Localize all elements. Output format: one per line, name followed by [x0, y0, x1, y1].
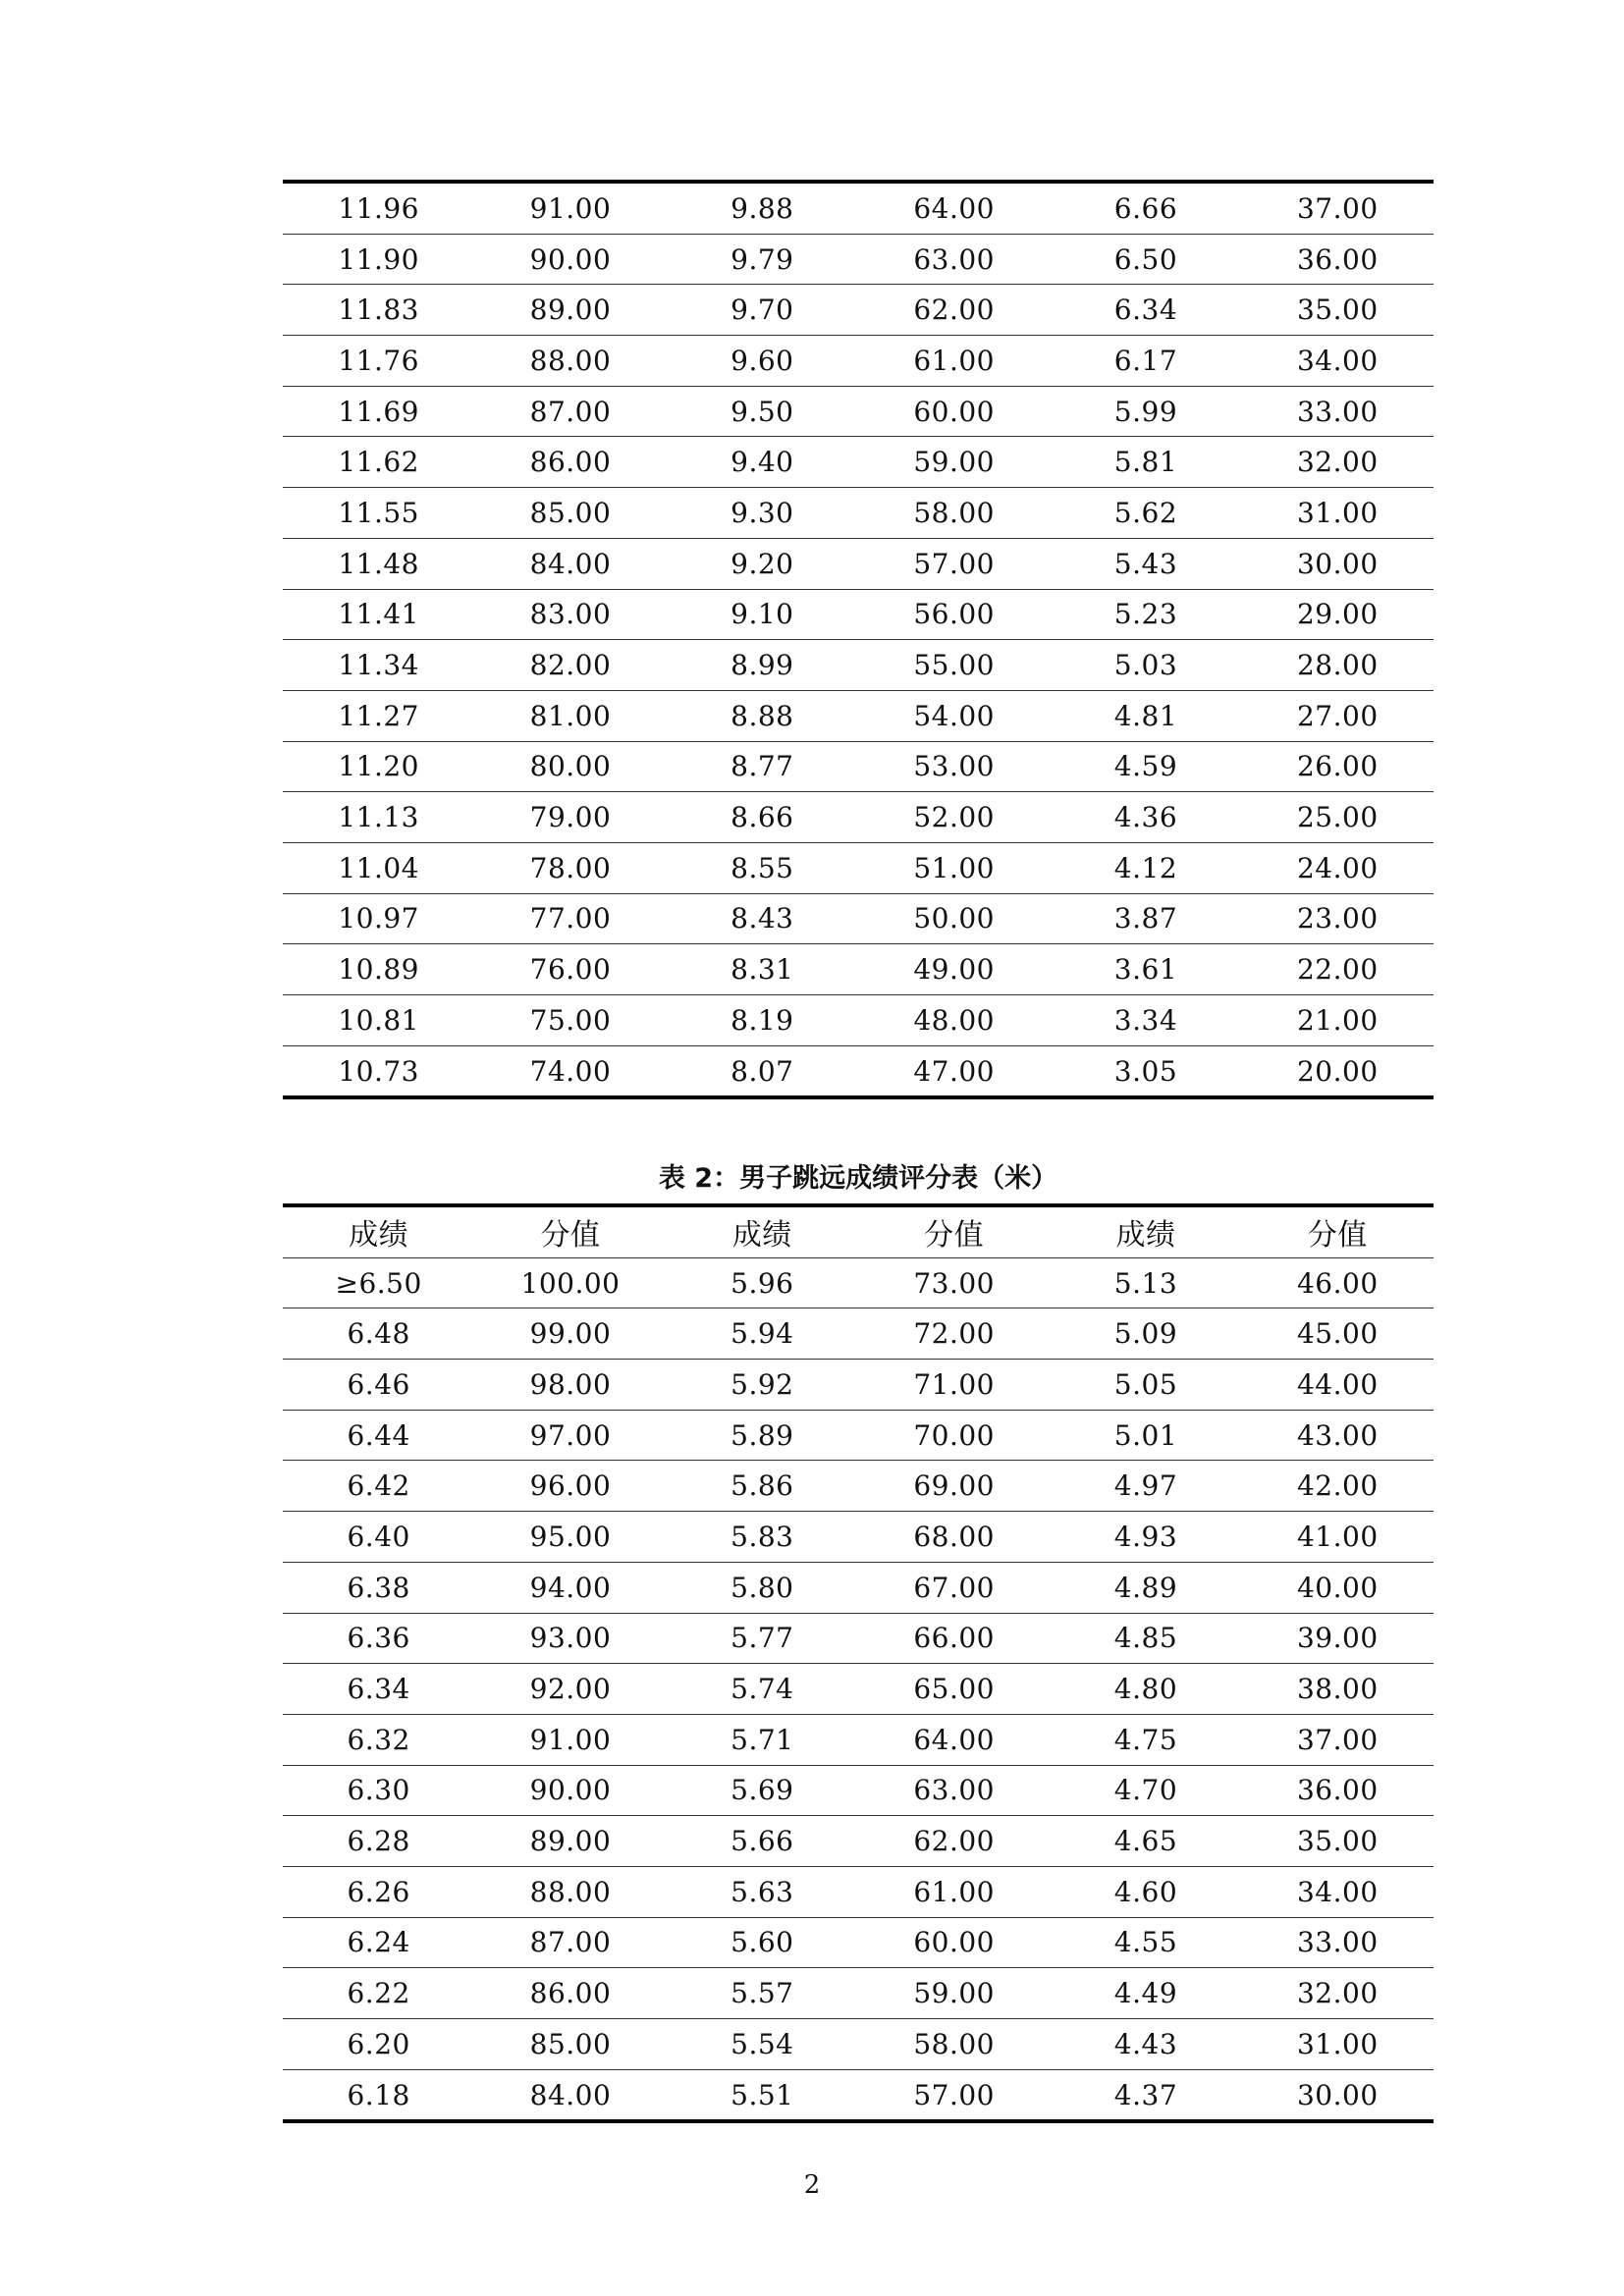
points-cell: 57.00 — [858, 2069, 1050, 2121]
score-cell: 4.59 — [1050, 741, 1241, 792]
table-row — [283, 234, 1434, 285]
score-cell: 11.13 — [283, 792, 474, 843]
score-cell: 4.89 — [1050, 1562, 1241, 1613]
points-cell: 61.00 — [858, 1866, 1050, 1917]
score-cell: 11.76 — [283, 336, 474, 387]
points-cell: 90.00 — [474, 1765, 666, 1816]
points-cell: 64.00 — [858, 182, 1050, 234]
points-cell: 87.00 — [474, 1917, 666, 1968]
points-cell: 84.00 — [474, 538, 666, 589]
table-row — [283, 285, 1434, 336]
header-cell: 成绩 — [1050, 1205, 1241, 1257]
score-table-continued — [283, 180, 1434, 1099]
score-cell: 5.54 — [667, 2019, 858, 2070]
table-row — [283, 538, 1434, 589]
points-cell: 33.00 — [1242, 386, 1434, 437]
header-cell: 分值 — [1242, 1205, 1434, 1257]
points-cell: 83.00 — [474, 589, 666, 640]
score-cell: 4.65 — [1050, 1816, 1241, 1867]
score-cell: 4.85 — [1050, 1613, 1241, 1664]
points-cell: 34.00 — [1242, 1866, 1434, 1917]
long-jump-score-table-head — [283, 1205, 1434, 1257]
score-cell: 6.26 — [283, 1866, 474, 1917]
score-cell: 8.77 — [667, 741, 858, 792]
points-cell: 100.00 — [474, 1257, 666, 1308]
points-cell: 62.00 — [858, 1816, 1050, 1867]
score-cell: 6.20 — [283, 2019, 474, 2070]
score-cell: 11.55 — [283, 488, 474, 539]
score-cell: 4.37 — [1050, 2069, 1241, 2121]
score-cell: 6.46 — [283, 1360, 474, 1411]
points-cell: 34.00 — [1242, 336, 1434, 387]
score-cell: 3.87 — [1050, 893, 1241, 944]
score-cell: 4.81 — [1050, 690, 1241, 741]
table-row — [283, 1045, 1434, 1097]
points-cell: 26.00 — [1242, 741, 1434, 792]
points-cell: 57.00 — [858, 538, 1050, 589]
points-cell: 86.00 — [474, 1968, 666, 2019]
score-cell: 5.86 — [667, 1461, 858, 1512]
points-cell: 88.00 — [474, 1866, 666, 1917]
header-cell: 分值 — [474, 1205, 666, 1257]
points-cell: 98.00 — [474, 1360, 666, 1411]
points-cell: 50.00 — [858, 893, 1050, 944]
points-cell: 86.00 — [474, 437, 666, 488]
points-cell: 44.00 — [1242, 1360, 1434, 1411]
points-cell: 58.00 — [858, 2019, 1050, 2070]
points-cell: 78.00 — [474, 842, 666, 893]
table-row — [283, 1461, 1434, 1512]
score-cell: 6.28 — [283, 1816, 474, 1867]
score-cell: 8.19 — [667, 995, 858, 1046]
points-cell: 30.00 — [1242, 538, 1434, 589]
score-cell: 11.83 — [283, 285, 474, 336]
score-cell: 11.04 — [283, 842, 474, 893]
points-cell: 75.00 — [474, 995, 666, 1046]
points-cell: 89.00 — [474, 1816, 666, 1867]
score-cell: ≥6.50 — [283, 1257, 474, 1308]
points-cell: 80.00 — [474, 741, 666, 792]
score-cell: 5.23 — [1050, 589, 1241, 640]
score-cell: 4.49 — [1050, 1968, 1241, 2019]
score-cell: 5.80 — [667, 1562, 858, 1613]
score-cell: 5.77 — [667, 1613, 858, 1664]
table-row — [283, 944, 1434, 995]
score-cell: 10.89 — [283, 944, 474, 995]
points-cell: 89.00 — [474, 285, 666, 336]
score-cell: 9.79 — [667, 234, 858, 285]
points-cell: 55.00 — [858, 640, 1050, 691]
points-cell: 61.00 — [858, 336, 1050, 387]
score-cell: 6.48 — [283, 1308, 474, 1360]
score-cell: 4.97 — [1050, 1461, 1241, 1512]
score-cell: 9.60 — [667, 336, 858, 387]
score-cell: 6.17 — [1050, 336, 1241, 387]
score-cell: 5.03 — [1050, 640, 1241, 691]
score-cell: 5.60 — [667, 1917, 858, 1968]
score-cell: 10.97 — [283, 893, 474, 944]
score-cell: 8.31 — [667, 944, 858, 995]
score-cell: 9.20 — [667, 538, 858, 589]
points-cell: 68.00 — [858, 1512, 1050, 1563]
table-caption: 表 2：男子跳远成绩评分表（米） — [658, 1163, 1058, 1194]
points-cell: 91.00 — [474, 1714, 666, 1765]
score-cell: 11.69 — [283, 386, 474, 437]
score-cell: 5.01 — [1050, 1410, 1241, 1461]
score-cell: 5.94 — [667, 1308, 858, 1360]
score-cell: 4.12 — [1050, 842, 1241, 893]
table-row — [283, 182, 1434, 234]
score-cell: 5.43 — [1050, 538, 1241, 589]
table-row — [283, 1410, 1434, 1461]
score-cell: 11.41 — [283, 589, 474, 640]
score-cell: 10.73 — [283, 1045, 474, 1097]
points-cell: 96.00 — [474, 1461, 666, 1512]
points-cell: 20.00 — [1242, 1045, 1434, 1097]
score-cell: 5.05 — [1050, 1360, 1241, 1411]
table-row — [283, 437, 1434, 488]
points-cell: 32.00 — [1242, 437, 1434, 488]
score-cell: 11.20 — [283, 741, 474, 792]
score-cell: 5.74 — [667, 1664, 858, 1715]
points-cell: 39.00 — [1242, 1613, 1434, 1664]
points-cell: 37.00 — [1242, 1714, 1434, 1765]
score-cell: 5.99 — [1050, 386, 1241, 437]
points-cell: 41.00 — [1242, 1512, 1434, 1563]
points-cell: 42.00 — [1242, 1461, 1434, 1512]
points-cell: 32.00 — [1242, 1968, 1434, 2019]
points-cell: 49.00 — [858, 944, 1050, 995]
score-cell: 6.40 — [283, 1512, 474, 1563]
score-cell: 5.51 — [667, 2069, 858, 2121]
score-cell: 4.43 — [1050, 2019, 1241, 2070]
table-row — [283, 1562, 1434, 1613]
table-row — [283, 1664, 1434, 1715]
table-row — [283, 386, 1434, 437]
score-cell: 5.92 — [667, 1360, 858, 1411]
points-cell: 90.00 — [474, 234, 666, 285]
points-cell: 51.00 — [858, 842, 1050, 893]
points-cell: 74.00 — [474, 1045, 666, 1097]
score-cell: 6.32 — [283, 1714, 474, 1765]
points-cell: 85.00 — [474, 488, 666, 539]
score-cell: 8.99 — [667, 640, 858, 691]
points-cell: 63.00 — [858, 234, 1050, 285]
points-cell: 91.00 — [474, 182, 666, 234]
table-row — [283, 893, 1434, 944]
table-row — [283, 792, 1434, 843]
score-cell: 8.55 — [667, 842, 858, 893]
table-row — [283, 995, 1434, 1046]
score-cell: 8.88 — [667, 690, 858, 741]
score-cell: 5.62 — [1050, 488, 1241, 539]
points-cell: 66.00 — [858, 1613, 1050, 1664]
points-cell: 59.00 — [858, 437, 1050, 488]
score-cell: 4.36 — [1050, 792, 1241, 843]
points-cell: 31.00 — [1242, 488, 1434, 539]
score-cell: 11.96 — [283, 182, 474, 234]
points-cell: 24.00 — [1242, 842, 1434, 893]
points-cell: 48.00 — [858, 995, 1050, 1046]
points-cell: 46.00 — [1242, 1257, 1434, 1308]
points-cell: 52.00 — [858, 792, 1050, 843]
score-cell: 6.34 — [1050, 285, 1241, 336]
points-cell: 28.00 — [1242, 640, 1434, 691]
table-row — [283, 1360, 1434, 1411]
points-cell: 38.00 — [1242, 1664, 1434, 1715]
score-cell: 5.63 — [667, 1866, 858, 1917]
score-cell: 11.48 — [283, 538, 474, 589]
points-cell: 87.00 — [474, 386, 666, 437]
points-cell: 25.00 — [1242, 792, 1434, 843]
long-jump-score-table — [283, 1203, 1434, 2123]
table-row — [283, 2019, 1434, 2070]
points-cell: 58.00 — [858, 488, 1050, 539]
score-cell: 11.62 — [283, 437, 474, 488]
score-cell: 11.34 — [283, 640, 474, 691]
points-cell: 82.00 — [474, 640, 666, 691]
points-cell: 56.00 — [858, 589, 1050, 640]
score-cell: 4.80 — [1050, 1664, 1241, 1715]
points-cell: 73.00 — [858, 1257, 1050, 1308]
score-cell: 9.40 — [667, 437, 858, 488]
score-cell: 5.89 — [667, 1410, 858, 1461]
points-cell: 76.00 — [474, 944, 666, 995]
points-cell: 35.00 — [1242, 285, 1434, 336]
points-cell: 67.00 — [858, 1562, 1050, 1613]
points-cell: 99.00 — [474, 1308, 666, 1360]
score-cell: 9.70 — [667, 285, 858, 336]
points-cell: 47.00 — [858, 1045, 1050, 1097]
points-cell: 63.00 — [858, 1765, 1050, 1816]
score-cell: 5.71 — [667, 1714, 858, 1765]
table-row — [283, 1613, 1434, 1664]
points-cell: 84.00 — [474, 2069, 666, 2121]
points-cell: 93.00 — [474, 1613, 666, 1664]
score-cell: 6.24 — [283, 1917, 474, 1968]
score-cell: 5.66 — [667, 1816, 858, 1867]
points-cell: 54.00 — [858, 690, 1050, 741]
points-cell: 70.00 — [858, 1410, 1050, 1461]
table-row — [283, 1866, 1434, 1917]
score-cell: 6.36 — [283, 1613, 474, 1664]
score-cell: 8.07 — [667, 1045, 858, 1097]
points-cell: 95.00 — [474, 1512, 666, 1563]
table-row — [283, 589, 1434, 640]
table-row — [283, 336, 1434, 387]
score-cell: 9.10 — [667, 589, 858, 640]
table-row — [283, 1765, 1434, 1816]
points-cell: 88.00 — [474, 336, 666, 387]
score-cell: 6.34 — [283, 1664, 474, 1715]
points-cell: 92.00 — [474, 1664, 666, 1715]
points-cell: 81.00 — [474, 690, 666, 741]
points-cell: 23.00 — [1242, 893, 1434, 944]
table-row — [283, 1512, 1434, 1563]
table-row — [283, 640, 1434, 691]
score-cell: 4.70 — [1050, 1765, 1241, 1816]
score-cell: 6.22 — [283, 1968, 474, 2019]
score-cell: 6.30 — [283, 1765, 474, 1816]
points-cell: 85.00 — [474, 2019, 666, 2070]
table-row — [283, 1968, 1434, 2019]
score-cell: 9.30 — [667, 488, 858, 539]
score-cell: 3.34 — [1050, 995, 1241, 1046]
score-cell: 11.27 — [283, 690, 474, 741]
points-cell: 72.00 — [858, 1308, 1050, 1360]
page-number: 2 — [803, 2170, 821, 2200]
table-row — [283, 690, 1434, 741]
score-cell: 5.83 — [667, 1512, 858, 1563]
score-cell: 9.50 — [667, 386, 858, 437]
score-table-continued-body — [283, 182, 1434, 1097]
score-cell: 8.66 — [667, 792, 858, 843]
long-jump-score-table-body — [283, 1257, 1434, 2121]
score-cell: 6.18 — [283, 2069, 474, 2121]
points-cell: 97.00 — [474, 1410, 666, 1461]
score-cell: 8.43 — [667, 893, 858, 944]
points-cell: 53.00 — [858, 741, 1050, 792]
table-row — [283, 2069, 1434, 2121]
points-cell: 40.00 — [1242, 1562, 1434, 1613]
table-row — [283, 1816, 1434, 1867]
score-cell: 5.09 — [1050, 1308, 1241, 1360]
score-cell: 6.50 — [1050, 234, 1241, 285]
score-cell: 5.81 — [1050, 437, 1241, 488]
points-cell: 94.00 — [474, 1562, 666, 1613]
points-cell: 37.00 — [1242, 182, 1434, 234]
score-cell: 4.75 — [1050, 1714, 1241, 1765]
points-cell: 21.00 — [1242, 995, 1434, 1046]
score-cell: 6.44 — [283, 1410, 474, 1461]
table-row — [283, 488, 1434, 539]
table-header-row — [283, 1205, 1434, 1257]
table-row — [283, 1917, 1434, 1968]
table-row — [283, 1257, 1434, 1308]
header-cell: 成绩 — [667, 1205, 858, 1257]
points-cell: 30.00 — [1242, 2069, 1434, 2121]
points-cell: 36.00 — [1242, 1765, 1434, 1816]
points-cell: 69.00 — [858, 1461, 1050, 1512]
score-cell: 4.55 — [1050, 1917, 1241, 1968]
score-cell: 4.60 — [1050, 1866, 1241, 1917]
table-row — [283, 1714, 1434, 1765]
points-cell: 35.00 — [1242, 1816, 1434, 1867]
header-cell: 分值 — [858, 1205, 1050, 1257]
points-cell: 27.00 — [1242, 690, 1434, 741]
score-cell: 10.81 — [283, 995, 474, 1046]
score-cell: 3.61 — [1050, 944, 1241, 995]
points-cell: 60.00 — [858, 386, 1050, 437]
score-cell: 5.13 — [1050, 1257, 1241, 1308]
table-row — [283, 842, 1434, 893]
table-row — [283, 1308, 1434, 1360]
points-cell: 64.00 — [858, 1714, 1050, 1765]
points-cell: 22.00 — [1242, 944, 1434, 995]
score-cell: 5.57 — [667, 1968, 858, 2019]
points-cell: 77.00 — [474, 893, 666, 944]
score-cell: 6.42 — [283, 1461, 474, 1512]
points-cell: 29.00 — [1242, 589, 1434, 640]
score-cell: 5.69 — [667, 1765, 858, 1816]
header-cell: 成绩 — [283, 1205, 474, 1257]
points-cell: 79.00 — [474, 792, 666, 843]
score-cell: 6.66 — [1050, 182, 1241, 234]
points-cell: 71.00 — [858, 1360, 1050, 1411]
score-cell: 3.05 — [1050, 1045, 1241, 1097]
score-cell: 4.93 — [1050, 1512, 1241, 1563]
points-cell: 59.00 — [858, 1968, 1050, 2019]
points-cell: 65.00 — [858, 1664, 1050, 1715]
points-cell: 33.00 — [1242, 1917, 1434, 1968]
points-cell: 60.00 — [858, 1917, 1050, 1968]
score-cell: 6.38 — [283, 1562, 474, 1613]
points-cell: 45.00 — [1242, 1308, 1434, 1360]
table-row — [283, 741, 1434, 792]
score-cell: 9.88 — [667, 182, 858, 234]
points-cell: 31.00 — [1242, 2019, 1434, 2070]
points-cell: 36.00 — [1242, 234, 1434, 285]
score-cell: 5.96 — [667, 1257, 858, 1308]
points-cell: 62.00 — [858, 285, 1050, 336]
points-cell: 43.00 — [1242, 1410, 1434, 1461]
score-cell: 11.90 — [283, 234, 474, 285]
